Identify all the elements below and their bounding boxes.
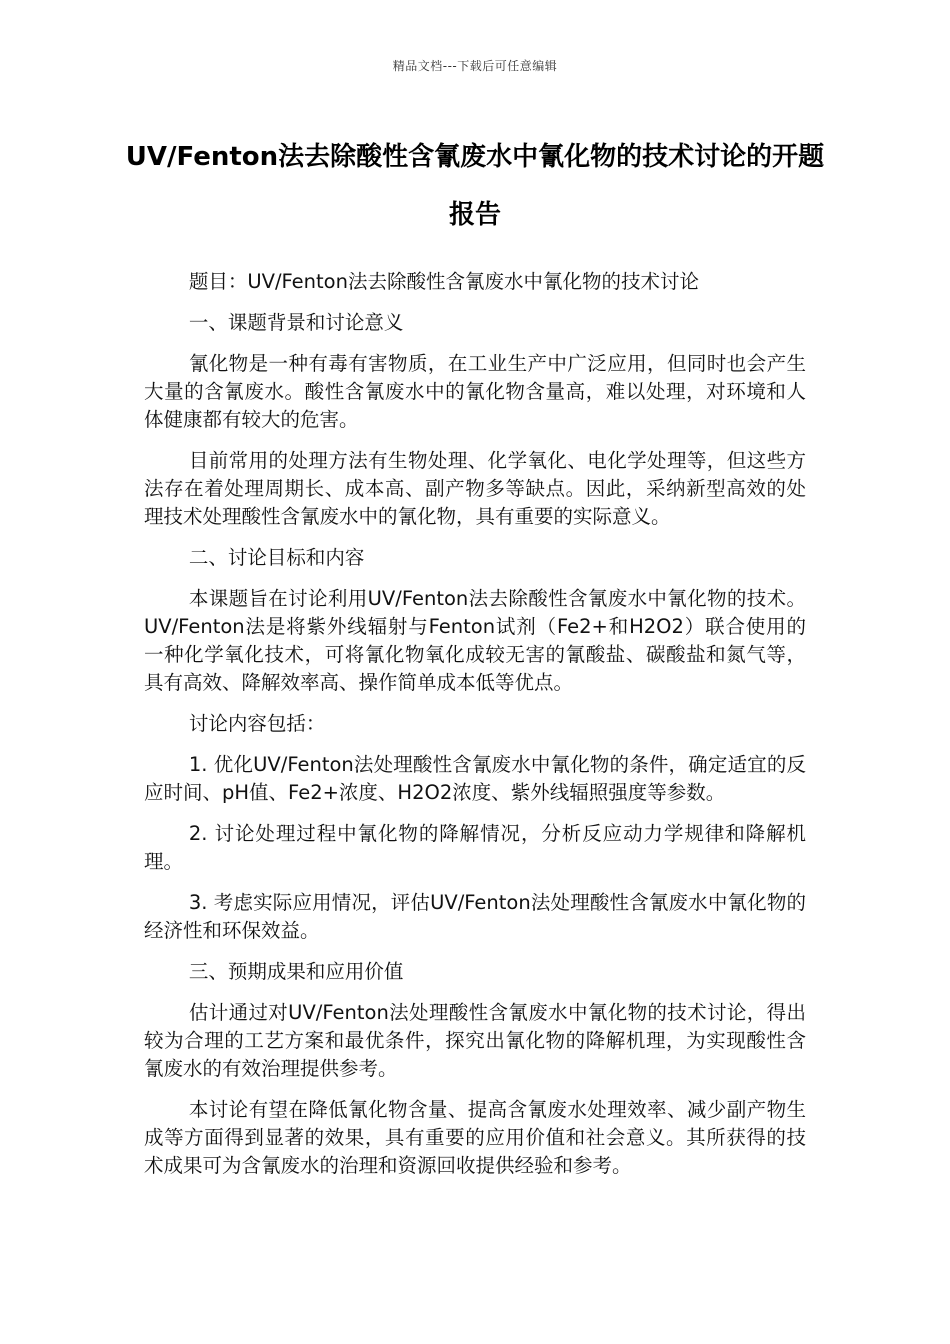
section-heading: 二、讨论目标和内容: [188, 546, 365, 569]
document-title: UV/Fenton法去除酸性含氰废水中氰化物的技术讨论的开题报告: [125, 142, 825, 230]
topic-line: 题目：UV/Fenton法去除酸性含氰废水中氰化物的技术讨论: [188, 270, 699, 293]
document-body: [144, 268, 806, 1193]
body-paragraph: 讨论内容包括：: [188, 712, 326, 735]
list-item: 2. 讨论处理过程中氰化物的降解情况，分析反应动力学规律和降解机理。: [144, 822, 806, 873]
body-paragraph: 目前常用的处理方法有生物处理、化学氧化、电化学处理等，但这些方法存在着处理周期长、成本高、副产物多等缺点。因此，采纳新型高效的处理技术处理酸性含氰废水中的氰化物，具有重要的实际意义。: [144, 449, 806, 528]
section-heading: 一、课题背景和讨论意义: [188, 311, 404, 334]
list-item: 1. 优化UV/Fenton法处理酸性含氰废水中氰化物的条件，确定适宜的反应时间、pH值、Fe2+浓度、H2O2浓度、紫外线辐照强度等参数。: [144, 753, 806, 804]
body-paragraph: 本课题旨在讨论利用UV/Fenton法去除酸性含氰废水中氰化物的技术。UV/Fenton法是将紫外线辐射与Fenton试剂（Fe2+和H2O2）联合使用的一种化学氧化技术，可将氰化物氧化成较无害的氰酸盐、碳酸盐和氮气等，具有高效、降解效率高、操作简单成本低等优点。: [144, 587, 807, 694]
body-paragraph: 本讨论有望在降低氰化物含量、提高含氰废水处理效率、减少副产物生成等方面得到显著的效果，具有重要的应用价值和社会意义。其所获得的技术成果可为含氰废水的治理和资源回收提供经验和参考。: [144, 1098, 806, 1177]
list-item: 3. 考虑实际应用情况，评估UV/Fenton法处理酸性含氰废水中氰化物的经济性和环保效益。: [144, 891, 806, 942]
section-heading: 三、预期成果和应用价值: [188, 960, 404, 983]
body-paragraph: 估计通过对UV/Fenton法处理酸性含氰废水中氰化物的技术讨论，得出较为合理的工艺方案和最优条件，探究出氰化物的降解机理，为实现酸性含氰废水的有效治理提供参考。: [144, 1001, 806, 1080]
body-paragraph: 氰化物是一种有毒有害物质，在工业生产中广泛应用，但同时也会产生大量的含氰废水。酸性含氰废水中的氰化物含量高，难以处理，对环境和人体健康都有较大的危害。: [144, 352, 806, 431]
header-note: 精品文档---下载后可任意编辑: [392, 59, 558, 73]
